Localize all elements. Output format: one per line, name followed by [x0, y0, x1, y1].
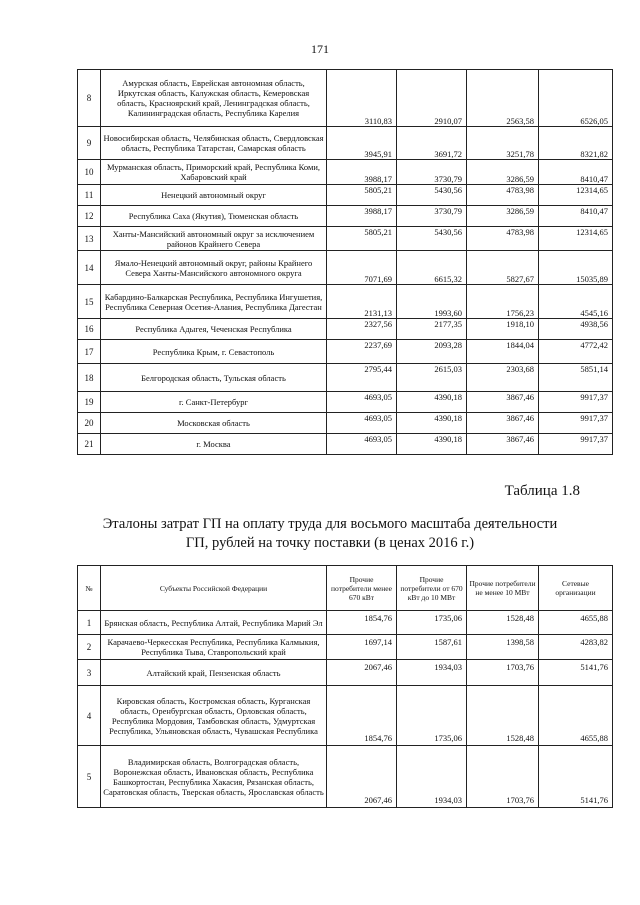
value-cell: 3730,79 [397, 206, 467, 227]
value-cell: 5141,76 [539, 746, 613, 808]
value-cell: 4938,56 [539, 319, 613, 340]
value-cell: 2237,69 [327, 340, 397, 364]
value-cell: 3286,59 [467, 206, 539, 227]
value-cell: 1735,06 [397, 686, 467, 746]
row-subjects: Республика Саха (Якутия), Тюменская область [101, 206, 327, 227]
row-number: 2 [78, 635, 101, 660]
row-number: 18 [78, 364, 101, 392]
value-cell: 4390,18 [397, 413, 467, 434]
row-number: 15 [78, 285, 101, 319]
table-row [78, 611, 613, 635]
value-cell: 5805,21 [327, 227, 397, 251]
table-row [78, 227, 613, 251]
value-cell: 2795,44 [327, 364, 397, 392]
value-cell: 4693,05 [327, 392, 397, 413]
value-cell: 3251,78 [467, 127, 539, 160]
value-cell: 3730,79 [397, 160, 467, 185]
value-cell: 1934,03 [397, 746, 467, 808]
value-cell: 15035,89 [539, 251, 613, 285]
row-number: 8 [78, 70, 101, 127]
value-cell: 4693,05 [327, 413, 397, 434]
value-cell: 1844,04 [467, 340, 539, 364]
table-row [78, 340, 613, 364]
value-cell: 3988,17 [327, 160, 397, 185]
row-subjects: Ханты-Мансийский автономный округ за исключением районов Крайнего Севера [101, 227, 327, 251]
row-subjects: г. Санкт-Петербург [101, 392, 327, 413]
header-consumers-670-to-10mw: Прочие потребители от 670 кВт до 10 МВт [397, 566, 467, 611]
row-subjects: Республика Крым, г. Севастополь [101, 340, 327, 364]
value-cell: 12314,65 [539, 185, 613, 206]
row-number: 10 [78, 160, 101, 185]
value-cell: 4783,98 [467, 185, 539, 206]
value-cell: 2093,28 [397, 340, 467, 364]
value-cell: 2303,68 [467, 364, 539, 392]
value-cell: 7071,69 [327, 251, 397, 285]
value-cell: 1854,76 [327, 686, 397, 746]
value-cell: 2615,03 [397, 364, 467, 392]
row-subjects: Республика Адыгея, Чеченская Республика [101, 319, 327, 340]
value-cell: 1697,14 [327, 635, 397, 660]
value-cell: 8321,82 [539, 127, 613, 160]
table-heading [60, 515, 600, 553]
row-subjects: Мурманская область, Приморский край, Республика Коми, Хабаровский край [101, 160, 327, 185]
tariff-table-1-8 [77, 565, 613, 808]
value-cell: 6615,32 [397, 251, 467, 285]
heading-line-1: Эталоны затрат ГП на оплату труда для восьмого масштаба деятельности [102, 516, 558, 532]
header-consumers-over-10mw: Прочие потребители не менее 10 МВт [467, 566, 539, 611]
value-cell: 12314,65 [539, 227, 613, 251]
row-subjects: Брянская область, Республика Алтай, Республика Марий Эл [101, 611, 327, 635]
table-row [78, 160, 613, 185]
value-cell: 3867,46 [467, 434, 539, 455]
header-consumers-under-670: Прочие потребители менее 670 кВт [327, 566, 397, 611]
table-row [78, 686, 613, 746]
header-grid-organizations: Сетевые организации [539, 566, 613, 611]
value-cell: 5805,21 [327, 185, 397, 206]
value-cell: 1398,58 [467, 635, 539, 660]
row-number: 4 [78, 686, 101, 746]
heading-line-2: ГП, рублей на точку поставки (в ценах 2016 г.) [185, 535, 475, 551]
value-cell: 1703,76 [467, 660, 539, 686]
value-cell: 4283,82 [539, 635, 613, 660]
value-cell: 1756,23 [467, 285, 539, 319]
value-cell: 3286,59 [467, 160, 539, 185]
value-cell: 2910,07 [397, 70, 467, 127]
table-row [78, 70, 613, 127]
page-number: 171 [311, 42, 329, 56]
value-cell: 8410,47 [539, 160, 613, 185]
table-label: Таблица 1.8 [504, 483, 580, 499]
value-cell: 2131,13 [327, 285, 397, 319]
header-number: № [78, 566, 101, 611]
table-row [78, 185, 613, 206]
row-number: 14 [78, 251, 101, 285]
value-cell: 4772,42 [539, 340, 613, 364]
value-cell: 4693,05 [327, 434, 397, 455]
value-cell: 9917,37 [539, 434, 613, 455]
row-number: 12 [78, 206, 101, 227]
value-cell: 5827,67 [467, 251, 539, 285]
value-cell: 3867,46 [467, 413, 539, 434]
row-number: 19 [78, 392, 101, 413]
table-row [78, 285, 613, 319]
row-number: 11 [78, 185, 101, 206]
value-cell: 2177,35 [397, 319, 467, 340]
value-cell: 5430,56 [397, 227, 467, 251]
table-row [78, 364, 613, 392]
table-row [78, 251, 613, 285]
row-subjects: Ненецкий автономный округ [101, 185, 327, 206]
row-subjects: Новосибирская область, Челябинская область, Свердловская область, Республика Татарстан, Самарская область [101, 127, 327, 160]
row-number: 20 [78, 413, 101, 434]
value-cell: 2563,58 [467, 70, 539, 127]
value-cell: 1528,48 [467, 611, 539, 635]
value-cell: 9917,37 [539, 413, 613, 434]
tariff-table-continued [77, 69, 613, 455]
value-cell: 1993,60 [397, 285, 467, 319]
table-row [78, 392, 613, 413]
row-subjects: Московская область [101, 413, 327, 434]
value-cell: 4783,98 [467, 227, 539, 251]
table-row [78, 413, 613, 434]
value-cell: 8410,47 [539, 206, 613, 227]
row-number: 5 [78, 746, 101, 808]
table-row [78, 635, 613, 660]
value-cell: 4655,88 [539, 686, 613, 746]
row-subjects: Владимирская область, Волгоградская область, Воронежская область, Ивановская область, Республика Башкортостан, Республика Хакасия, Рязанская область, Саратовская область, Тверская область, Ярославская область [101, 746, 327, 808]
row-number: 1 [78, 611, 101, 635]
value-cell: 4655,88 [539, 611, 613, 635]
value-cell: 9917,37 [539, 392, 613, 413]
row-subjects: Карачаево-Черкесская Республика, Республика Калмыкия, Республика Тыва, Ставропольский край [101, 635, 327, 660]
row-subjects: Кировская область, Костромская область, Курганская область, Оренбургская область, Орловская область, Республика Мордовия, Тамбовская область, Удмуртская Республика, Ульяновская область, Чувашская Республика [101, 686, 327, 746]
table-header-row [78, 566, 613, 611]
value-cell: 1703,76 [467, 746, 539, 808]
table-row [78, 434, 613, 455]
row-subjects: Амурская область, Еврейская автономная область, Иркутская область, Калужская область, Кемеровская область, Красноярский край, Ленинградская область, Калининградская область, Республика Карелия [101, 70, 327, 127]
value-cell: 3110,83 [327, 70, 397, 127]
row-number: 9 [78, 127, 101, 160]
value-cell: 4390,18 [397, 392, 467, 413]
row-subjects: Белгородская область, Тульская область [101, 364, 327, 392]
row-number: 17 [78, 340, 101, 364]
row-number: 3 [78, 660, 101, 686]
value-cell: 1528,48 [467, 686, 539, 746]
row-subjects: Кабардино-Балкарская Республика, Республика Ингушетия, Республика Северная Осетия-Алания, Республика Дагестан [101, 285, 327, 319]
value-cell: 1918,10 [467, 319, 539, 340]
row-subjects: Ямало-Ненецкий автономный округ, районы Крайнего Севера Ханты-Мансийского автономного округа [101, 251, 327, 285]
table-row [78, 660, 613, 686]
value-cell: 2327,56 [327, 319, 397, 340]
value-cell: 2067,46 [327, 660, 397, 686]
value-cell: 6526,05 [539, 70, 613, 127]
value-cell: 1735,06 [397, 611, 467, 635]
value-cell: 1934,03 [397, 660, 467, 686]
table-row [78, 206, 613, 227]
value-cell: 3945,91 [327, 127, 397, 160]
row-subjects: г. Москва [101, 434, 327, 455]
value-cell: 4390,18 [397, 434, 467, 455]
row-subjects: Алтайский край, Пензенская область [101, 660, 327, 686]
value-cell: 3867,46 [467, 392, 539, 413]
table-row [78, 127, 613, 160]
value-cell: 2067,46 [327, 746, 397, 808]
row-number: 21 [78, 434, 101, 455]
header-subjects: Субъекты Российской Федерации [101, 566, 327, 611]
value-cell: 3988,17 [327, 206, 397, 227]
row-number: 13 [78, 227, 101, 251]
value-cell: 3691,72 [397, 127, 467, 160]
row-number: 16 [78, 319, 101, 340]
value-cell: 5141,76 [539, 660, 613, 686]
value-cell: 5430,56 [397, 185, 467, 206]
value-cell: 1854,76 [327, 611, 397, 635]
table-row [78, 746, 613, 808]
value-cell: 4545,16 [539, 285, 613, 319]
value-cell: 5851,14 [539, 364, 613, 392]
table-row [78, 319, 613, 340]
value-cell: 1587,61 [397, 635, 467, 660]
